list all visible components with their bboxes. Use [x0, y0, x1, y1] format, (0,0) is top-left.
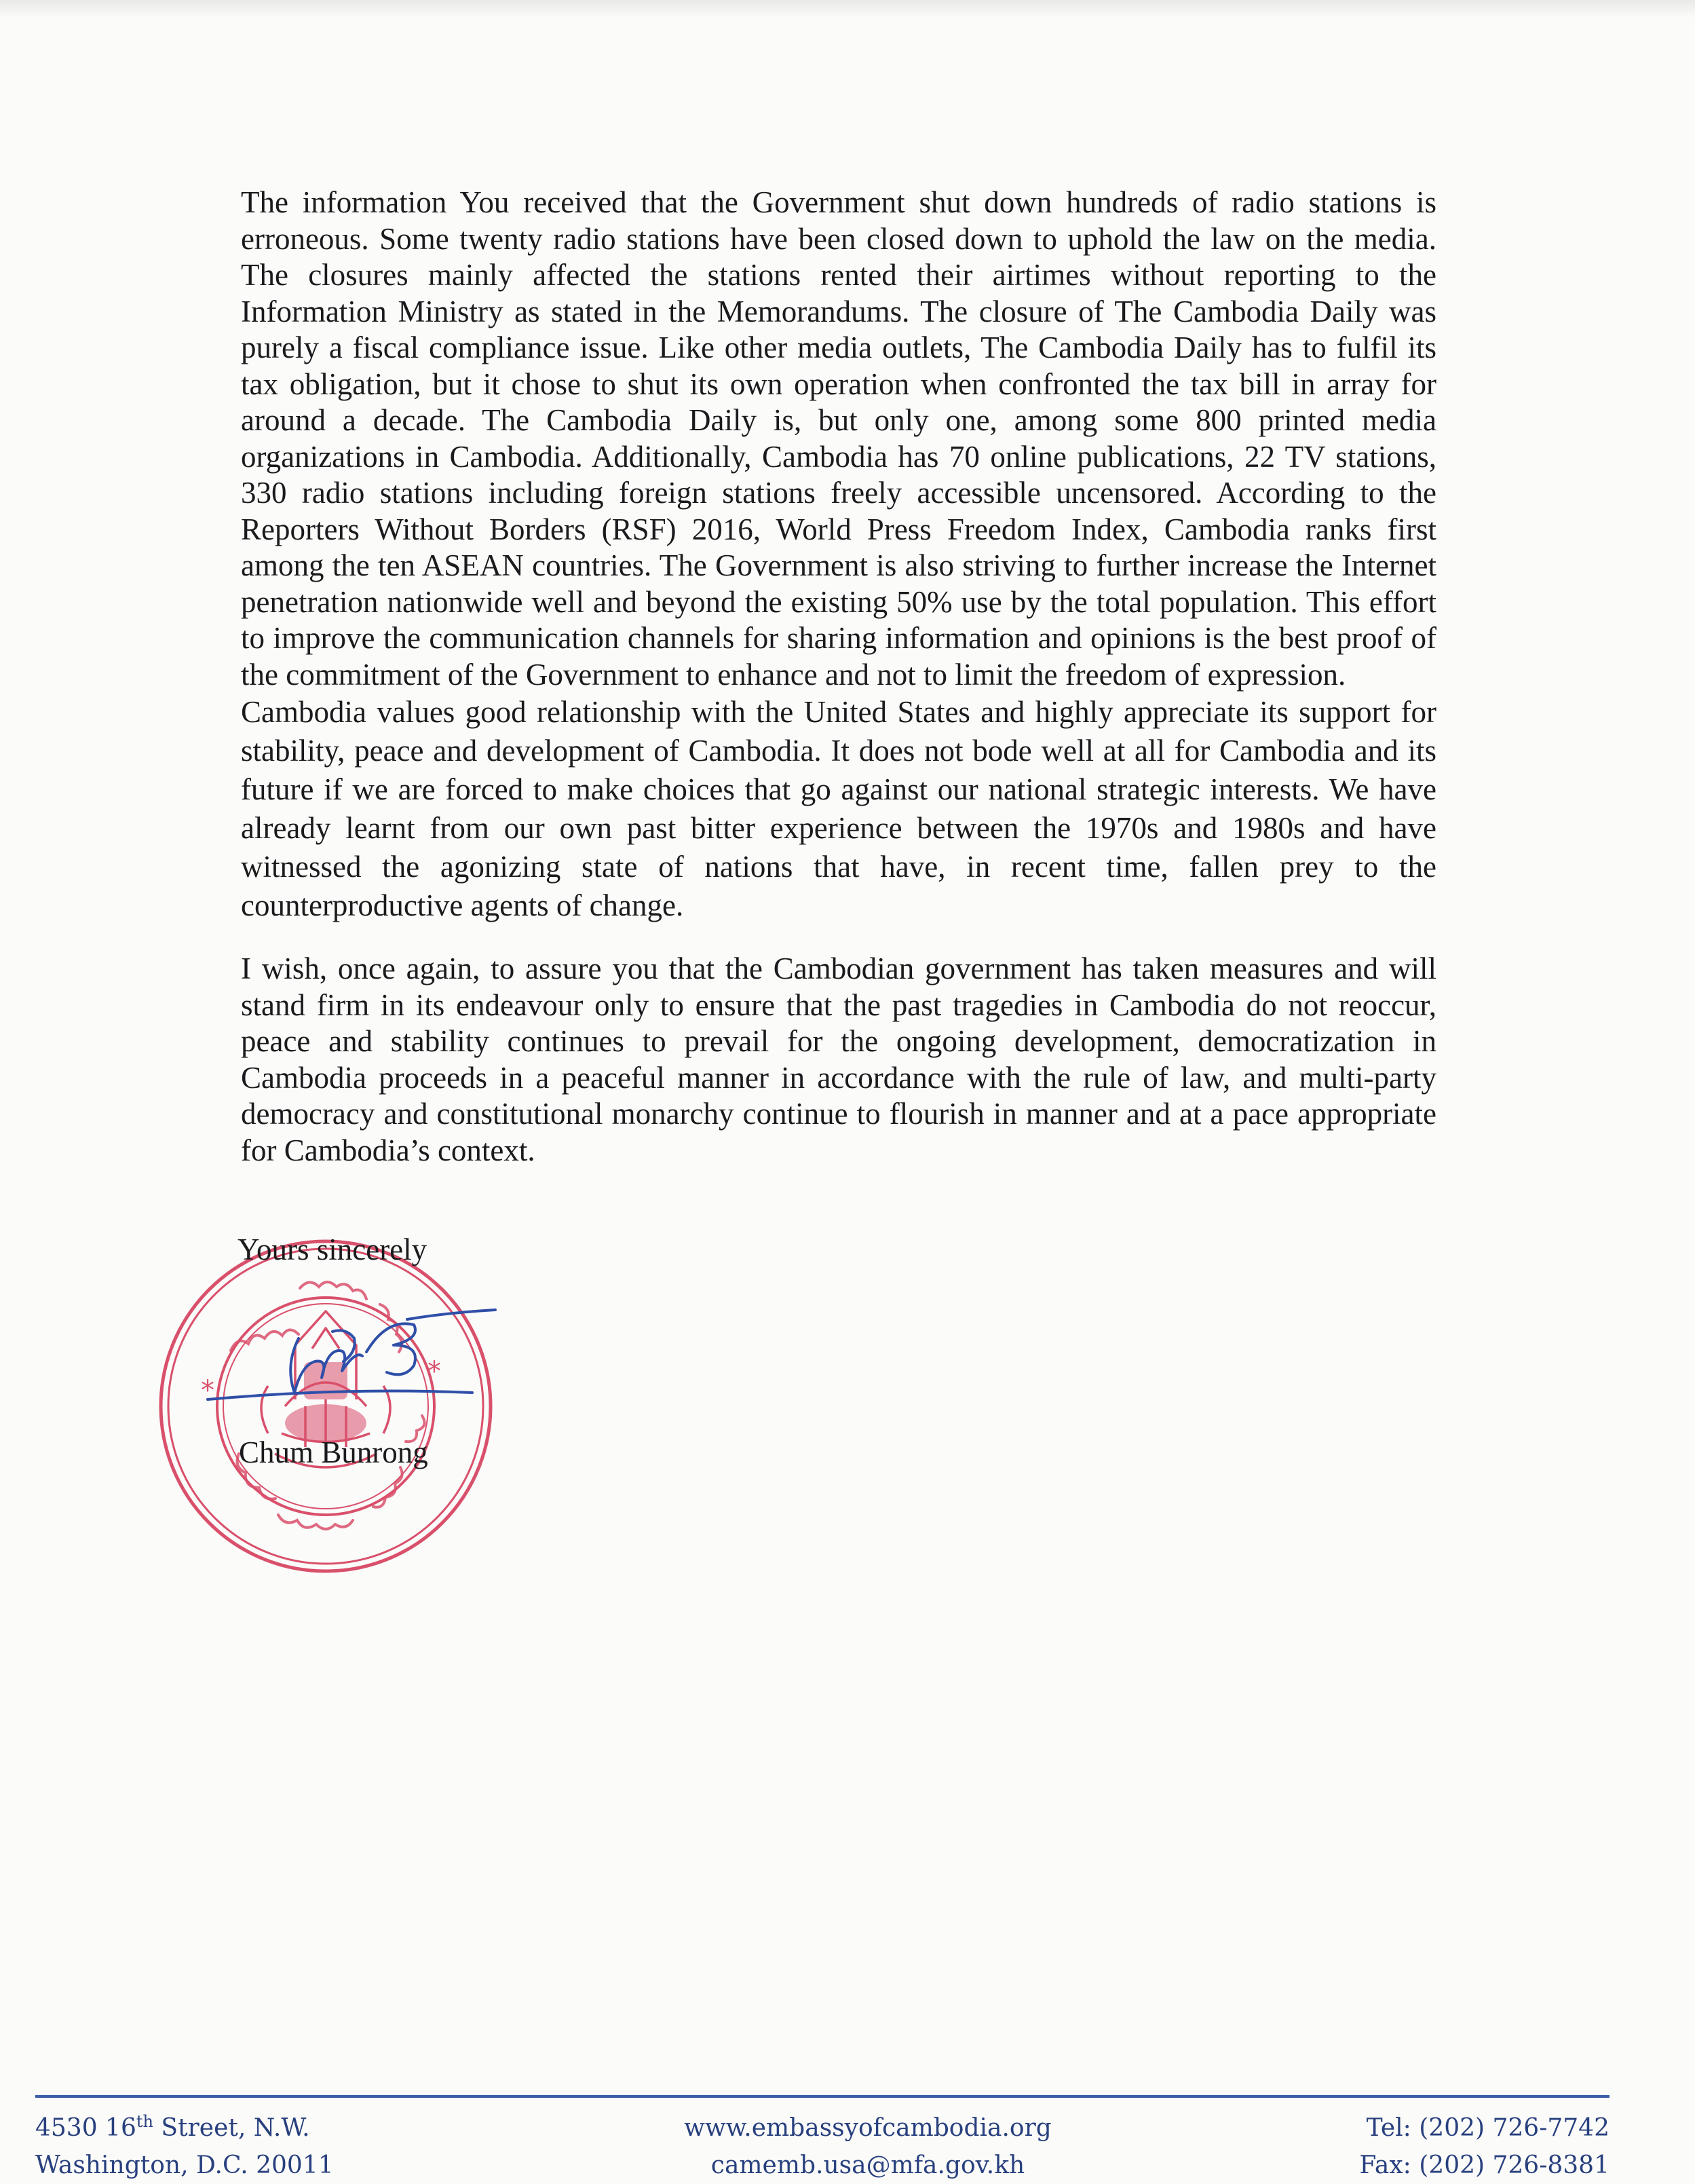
- paragraph-us-relations: Cambodia values good relationship with the United States and highly appreciate its support for stability, peace and development of Cambodia. It does not bode well at all for Cambodia and its future if we are forced to make choices that go against our national strategic interests. We have already learnt from our own past bitter experience between the 1970s and 1980s and have witnessed the agonizing state of nations that have, in recent time, fallen prey to the counterproductive agents of change.: [241, 695, 1436, 922]
- address-street: 4530 16th Street, N.W.: [35, 2112, 310, 2142]
- svg-text:*: *: [427, 1356, 441, 1387]
- svg-text:*: *: [201, 1375, 214, 1406]
- letter-body: [241, 185, 1436, 1169]
- paragraph-media-freedom: The information You received that the Government shut down hundreds of radio stations is erroneous. Some twenty radio stations have been closed down to uphold the law on the media. The closures mainly affected the stations rented their airtimes without reporting to the Information Ministry as stated in the Memorandums. The closure of The Cambodia Daily was purely a fiscal compliance issue. Like other media outlets, The Cambodia Daily has to fulfil its tax obligation, but it chose to shut its own operation when confronted the tax bill in array for around a decade. The Cambodia Daily is, but only one, among some 800 printed media organizations in Cambodia. Additionally, Cambodia has 70 online publications, 22 TV stations, 330 radio stations including foreign stations freely accessible uncensored. According to the Reporters Without Borders (RSF) 2016, World Press Freedom Index, Cambodia ranks first among the ten ASEAN countries. The Government is also striving to further increase the Internet penetration nationwide well and beyond the existing 50% use by the total population. This effort to improve the communication channels for sharing information and opinions is the best proof of the commitment of the Government to enhance and not to limit the freedom of expression.: [241, 185, 1436, 692]
- phone-number: Tel: (202) 726-7742: [1366, 2114, 1610, 2142]
- signature-block: [149, 1230, 502, 1583]
- address-city: Washington, D.C. 20011: [35, 2151, 334, 2179]
- website-link[interactable]: www.embassyofcambodia.org: [684, 2114, 1052, 2142]
- closing-salutation: Yours sincerely: [237, 1232, 427, 1266]
- email-link[interactable]: camemb.usa@mfa.gov.kh: [710, 2151, 1025, 2179]
- signer-name: Chum Bunrong: [239, 1435, 428, 1469]
- embassy-seal-stamp: [149, 1230, 502, 1583]
- footer-phone-contact: [1359, 2109, 1610, 2184]
- paragraph-assurance: I wish, once again, to assure you that the Cambodian government has taken measures and will stand firm in its endeavour only to ensure that the past tragedies in Cambodia do not reoccur, peace and stability continues to prevail for the ongoing development, democratization in Cambodia proceeds in a peaceful manner in accordance with the rule of law, and multi-party democracy and constitutional monarchy continue to flourish in manner and at a pace appropriate for Cambodia’s context.: [241, 952, 1436, 1167]
- handwritten-signature: [204, 1304, 502, 1406]
- fax-number: Fax: (202) 726-8381: [1359, 2151, 1610, 2179]
- footer-divider: [35, 2095, 1610, 2098]
- scan-edge: [0, 0, 1695, 18]
